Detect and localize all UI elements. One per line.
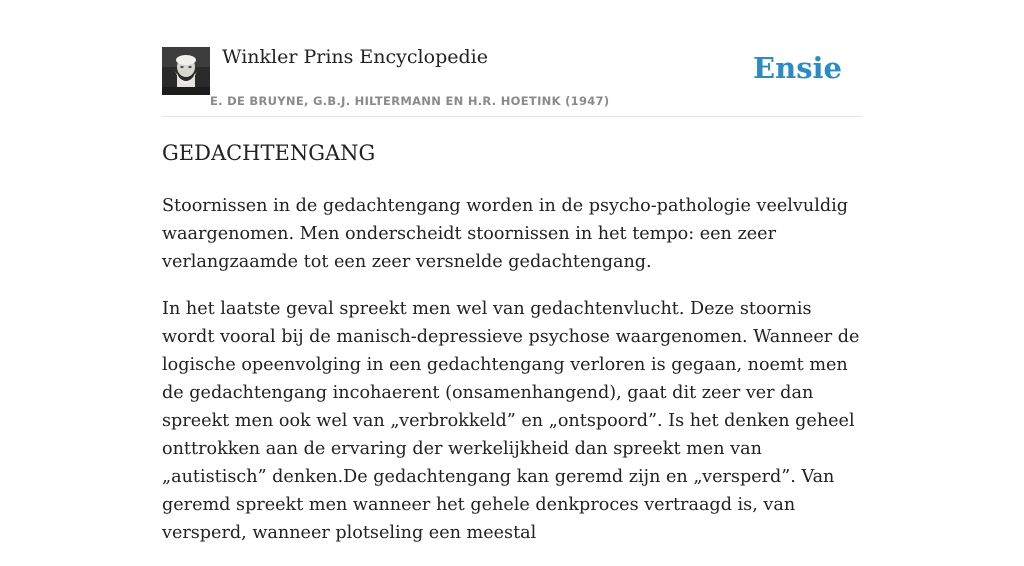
page-header [162, 0, 862, 117]
article-paragraph: In het laatste geval spreekt men wel van gedachtenvlucht. Deze stoornis wordt vooral bij de manisch-depressieve psychose waargenomen. Wanneer de logische opeenvolging in een gedachtengang verloren is gegaan, noemt men de gedachtengang incohaerent (onsamenhangend), gaat dit zeer ver dan spreekt men ook wel van „verbrokkeld” en „ontspoord”. Is het denken geheel onttrokken aan de ervaring der werkelijkheid dan spreekt men van „autistisch” denken.De gedachtengang kan geremd zijn en „versperd”. Van geremd spreekt men wanneer het gehele denkproces vertraagd is, van versperd, wanneer plotseling een meestal [162, 299, 860, 543]
publication-title[interactable]: Winkler Prins Encyclopedie [222, 46, 488, 68]
publication-authors: E. DE BRUYNE, G.B.J. HILTERMANN EN H.R. HOETINK (1947) [210, 94, 610, 108]
article-paragraph: Stoornissen in de gedachtengang worden in de psycho-pathologie veelvuldig waargenomen. Men onderscheidt stoornissen in het tempo: een zeer verlangzaamde tot een zeer versnelde gedachtengang. [162, 196, 848, 272]
article-body [162, 192, 866, 566]
author-avatar[interactable] [162, 47, 210, 95]
brand-logo-link[interactable]: Ensie [753, 51, 842, 85]
portrait-icon [162, 47, 210, 95]
content-column [162, 0, 862, 543]
article-title: GEDACHTENGANG [162, 141, 376, 165]
